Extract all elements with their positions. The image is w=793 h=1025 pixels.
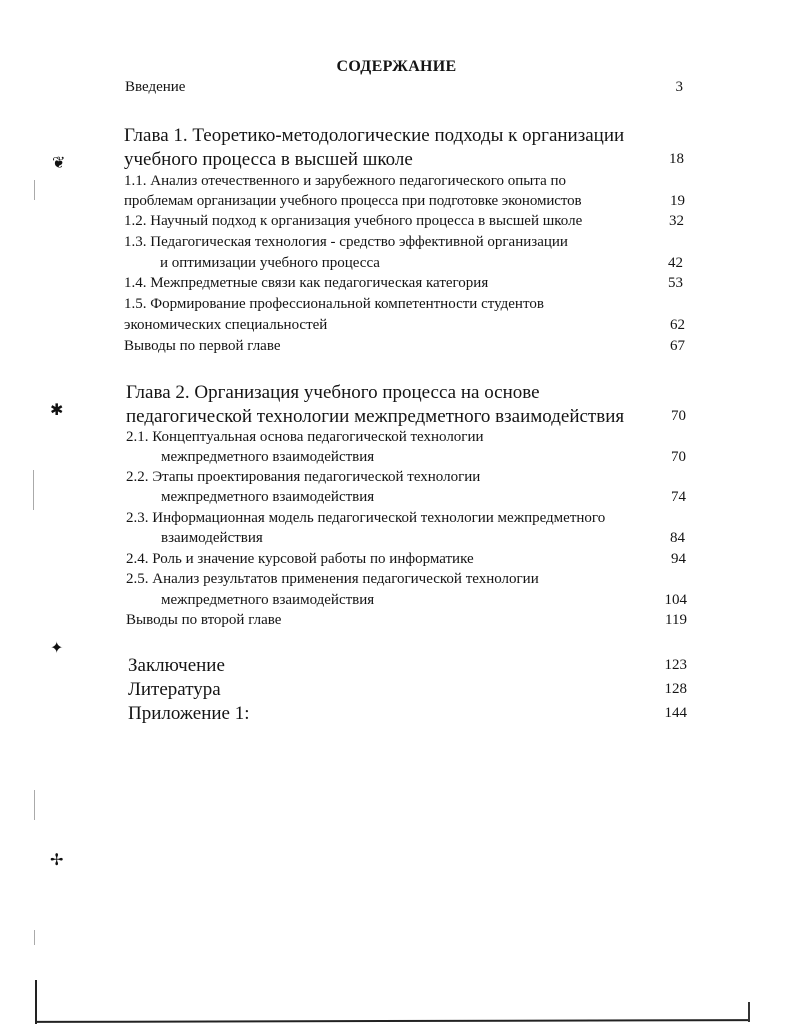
chapter-heading: Глава 1. Теоретико-методологические подходы к организации [124,125,625,146]
toc-entry: 1.1. Анализ отечественного и зарубежного педагогического опыта по [124,173,567,189]
toc-page-number: 119 [665,612,687,628]
toc-page-number: 42 [668,255,683,271]
toc-page-number: 84 [670,530,685,546]
toc-page-number: 62 [670,317,685,333]
toc-page-number: 32 [669,213,684,229]
scan-edge-right [748,1002,750,1022]
toc-entry: 2.4. Роль и значение курсовой работы по информатике [126,551,474,567]
toc-entry-appendix: Приложение 1: [128,703,250,724]
toc-entry: межпредметного взаимодействия [161,592,375,608]
scan-speck [34,180,35,200]
toc-page-number: 53 [668,275,683,291]
toc-entry: и оптимизации учебного процесса [160,255,380,271]
toc-page-number: 144 [664,705,687,721]
toc-page-number: 70 [671,408,686,424]
toc-entry: 1.5. Формирование профессиональной компетентности студентов [124,296,544,312]
scan-edge-bottom [37,1019,749,1023]
toc-page-number: 70 [671,449,686,465]
toc-entry-references: Литература [128,679,221,700]
toc-entry: 1.3. Педагогическая технология - средство эффективной организации [124,234,568,250]
scan-speck [34,930,35,945]
toc-page-number: 123 [664,657,687,673]
chapter-heading: педагогической технологии межпредметного взаимодействия [126,406,625,427]
toc-page-number: 19 [670,193,685,209]
page-title: СОДЕРЖАНИЕ [336,58,457,75]
scan-speck [33,470,34,510]
scan-speck [34,790,35,820]
toc-entry: 1.4. Межпредметные связи как педагогическая категория [124,275,489,291]
toc-page-number: 18 [669,151,684,167]
toc-page-number: 94 [671,551,686,567]
toc-page-number: 74 [671,489,686,505]
toc-entry: проблемам организации учебного процесса при подготовке экономистов [124,193,582,209]
toc-entry: 2.5. Анализ результатов применения педагогической технологии [126,571,539,587]
toc-entry-conclusions: Выводы по второй главе [126,612,282,628]
toc-entry: 2.3. Информационная модель педагогической технологии межпредметного [126,510,606,526]
punch-hole-mark-icon: ✢ [50,850,64,869]
toc-entry: 1.2. Научный подход к организация учебного процесса в высшей школе [124,213,583,229]
toc-page-number: 3 [675,79,683,95]
toc-entry-intro: Введение [125,79,186,95]
toc-page-number: 67 [670,338,685,354]
toc-entry-conclusions: Выводы по первой главе [124,338,281,354]
toc-entry: экономических специальностей [124,317,328,333]
toc-entry: межпредметного взаимодействия [161,449,375,465]
punch-hole-mark-icon: ❦ [52,153,66,172]
toc-page-number: 128 [664,681,687,697]
toc-entry: взаимодействия [161,530,263,546]
punch-hole-mark-icon: ✱ [50,400,64,419]
toc-entry: межпредметного взаимодействия [161,489,375,505]
toc-entry: 2.1. Концептуальная основа педагогической технологии [126,429,484,445]
chapter-heading: Глава 2. Организация учебного процесса на основе [126,382,540,403]
scan-edge-left [35,980,37,1024]
chapter-heading: учебного процесса в высшей школе [124,149,413,170]
toc-entry: 2.2. Этапы проектирования педагогической технологии [126,469,481,485]
toc-page-number: 104 [664,592,687,608]
punch-hole-mark-icon: ✦ [50,638,64,657]
toc-entry-conclusion: Заключение [128,655,225,676]
